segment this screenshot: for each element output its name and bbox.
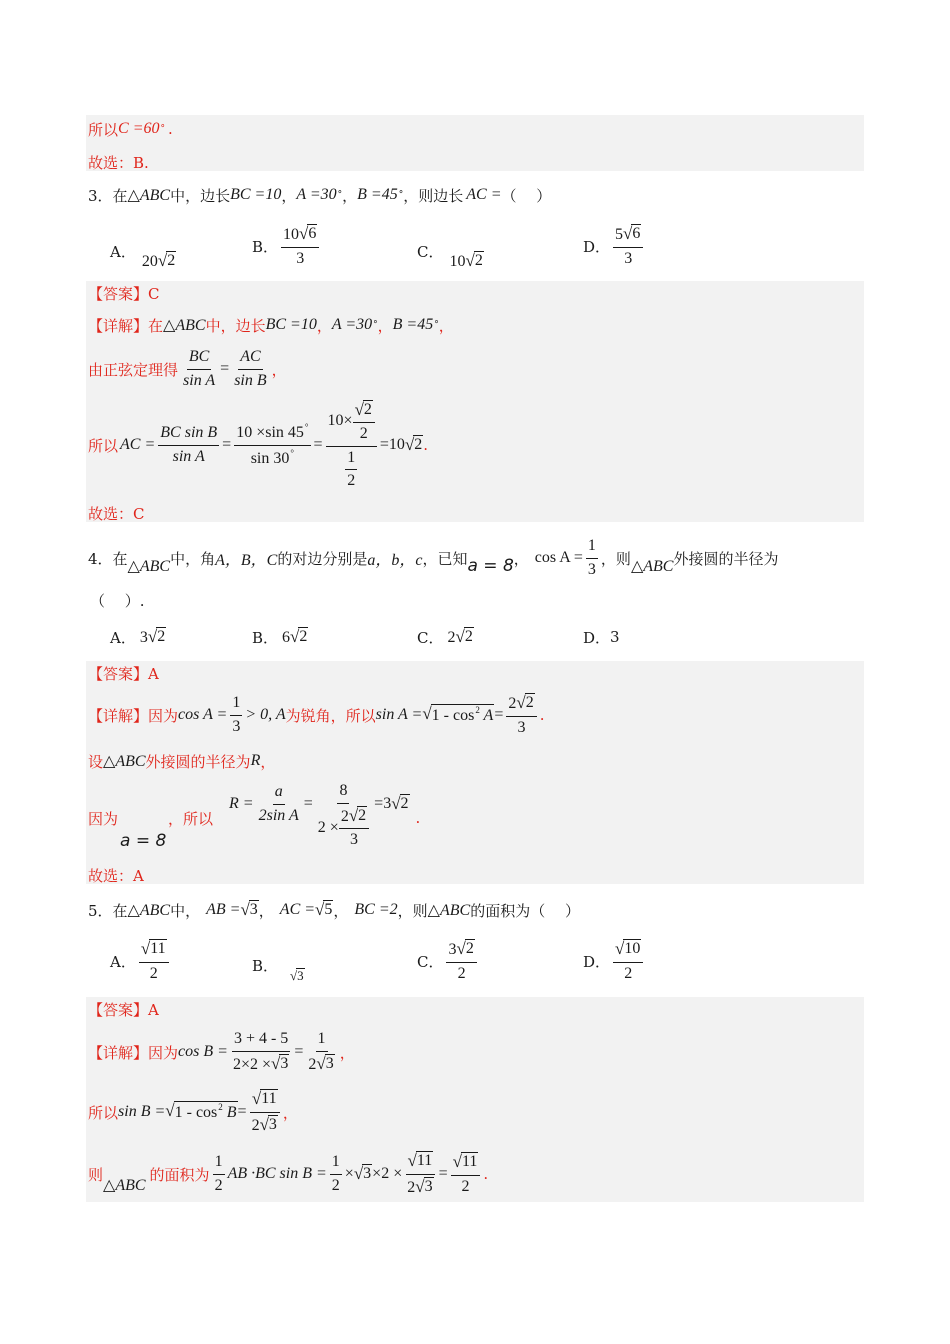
q4-vars: A，B，C xyxy=(215,551,278,569)
q4-let: 设 xyxy=(88,752,104,771)
q3-law-den2: sin B xyxy=(234,371,267,389)
q3-detail-a: A =30 xyxy=(331,316,373,333)
q4-sin-res-coef: 2 xyxy=(508,695,517,713)
q3-calc-s3-den: 2 xyxy=(359,425,368,443)
q4-triangle2: △ABC xyxy=(630,558,674,575)
q3-option-a-label: A． xyxy=(110,242,136,261)
q5-option-c-fraction: 3 √ 2 2 xyxy=(446,939,476,983)
q4-detail-cos-frac xyxy=(230,694,242,736)
q4-triangle: △ABC xyxy=(127,558,171,575)
q3-option-b-fraction: 10 √ 6 3 xyxy=(281,224,319,268)
q3-b-rad: 6 xyxy=(308,225,317,243)
q4-sin-rad: 1 - cos xyxy=(431,707,475,725)
q4-option-b-value: 6 √ 2 xyxy=(282,627,308,646)
q4-acute: 为锐角，所以 xyxy=(285,706,376,725)
q4-detail-cos-num: 1 xyxy=(230,694,242,715)
q5-option-b-label: B． xyxy=(252,956,279,975)
q5-bc: BC =2 xyxy=(354,901,398,918)
q4-radius-text: 外接圆的半径为 xyxy=(145,752,251,771)
q4-a-eq: a = 8 xyxy=(467,556,514,576)
q3-angle-b: B =45 xyxy=(357,186,398,203)
q3-calc-s3-rad: 2 xyxy=(363,400,372,418)
q3-detail-deg-a: ° xyxy=(373,320,378,330)
q4-number: 4．在 xyxy=(88,549,128,568)
q3-law-line xyxy=(88,346,287,392)
q3-option-d-fraction: 5 √ 6 3 xyxy=(613,224,643,268)
q4-option-c-label: C． xyxy=(417,628,444,647)
q5-option-c[interactable] xyxy=(417,938,480,984)
q5-soyi: 所以 xyxy=(88,1103,119,1122)
q3-choice xyxy=(88,503,144,523)
q5-detail-comma: ， xyxy=(339,1043,355,1062)
q5-f-den-coef: 2 xyxy=(407,1178,416,1196)
q3-bc: BC =10 xyxy=(230,186,282,203)
q4-b-coef: 6 xyxy=(282,629,291,646)
q4-sides: a，b，c xyxy=(367,551,423,569)
q3-choice-text: 故选：C xyxy=(88,504,145,523)
q3-detail-tri: △ABC xyxy=(163,317,206,334)
q4-r-frac2: 8 2 × 2 √ 2 3 xyxy=(316,782,371,849)
q4-gt: > 0, A xyxy=(245,706,286,723)
q4-r: R xyxy=(250,752,261,769)
q5-detail-comma2: ， xyxy=(282,1103,298,1122)
q4-option-c[interactable] xyxy=(417,624,474,650)
q5-tail: 的面积为 xyxy=(470,901,531,920)
q5-half-num: 1 xyxy=(213,1153,225,1174)
q3-option-d[interactable] xyxy=(583,224,646,268)
q3-detail-comma: ， xyxy=(316,316,332,335)
q5-area-mid: AB ·BC sin B = xyxy=(227,1165,327,1182)
q5-cos-result: 1 2 √ 3 xyxy=(308,1030,334,1073)
q3-law-num2: AC xyxy=(238,348,262,369)
q3-deg-a: ° xyxy=(337,190,343,200)
q3-law-text: 由正弦定理得 xyxy=(88,360,179,379)
q3-comma2: ， xyxy=(342,186,358,205)
q4-choice xyxy=(88,865,144,885)
q3-law-frac2 xyxy=(232,348,268,390)
q4-detail-line1 xyxy=(88,692,544,738)
prev-period: . xyxy=(167,120,173,138)
q4-a-coef: 3 xyxy=(139,629,148,646)
q3-d-rad: 6 xyxy=(632,225,641,243)
q3-option-b[interactable] xyxy=(252,224,322,268)
q4-r-result: =3 xyxy=(374,795,392,812)
q4-known: ，已知 xyxy=(422,549,468,568)
q5-ab: AB = xyxy=(206,901,241,918)
q3-a-coef: 20 xyxy=(141,253,158,270)
q5-f-den-rad: 3 xyxy=(424,1177,433,1195)
q3-ac: AC = xyxy=(466,186,502,203)
q4-then: ，则 xyxy=(600,549,631,568)
q3-calc-result-rad: 2 xyxy=(414,436,423,454)
q5-a-rad: 11 xyxy=(150,940,166,958)
q5-answer-text: 【答案】A xyxy=(88,1000,159,1019)
q5-stem xyxy=(88,898,580,922)
q5-res-den-rad: 3 xyxy=(325,1054,334,1072)
q4-option-a-value: 3 √ 2 xyxy=(139,627,166,646)
q3-calc-s3-dn: 1 xyxy=(345,449,357,470)
q4-paren-line xyxy=(90,590,145,610)
q5-ze: 则 xyxy=(88,1165,104,1184)
q5-res-num: 1 xyxy=(316,1030,328,1051)
q5-option-a[interactable] xyxy=(110,938,172,984)
q3-option-c[interactable] xyxy=(417,236,484,270)
q5-option-d-fraction: √ 10 2 xyxy=(613,939,643,983)
q4-detail-cos-den: 3 xyxy=(232,717,241,735)
q5-sin-rad: 1 - cos xyxy=(174,1104,218,1122)
q3-stem xyxy=(88,183,551,207)
q4-a8-line xyxy=(120,830,166,852)
q4-text2: 的对边分别是 xyxy=(277,549,368,568)
q4-r-den: 2sin A xyxy=(258,806,299,824)
q4-answer xyxy=(88,663,159,683)
q4-r-result-rad: 2 xyxy=(400,795,409,813)
q5-sin-sqrt: √ $1 - \cos^2 B$ xyxy=(165,1101,237,1122)
q4-detail-comma: ， xyxy=(260,752,276,771)
q5-final-den: 2 xyxy=(461,1177,470,1195)
q4-cos-num: 1 xyxy=(586,537,598,558)
q4-sin-res-rad: 2 xyxy=(525,694,534,712)
q3-tail: ，则边长 xyxy=(403,186,464,205)
q3-number: 3．在 xyxy=(88,186,128,205)
q3-c-coef: 10 xyxy=(449,253,466,270)
q3-detail-comma3: ， xyxy=(438,316,454,335)
q5-times2: ×2 × xyxy=(372,1165,403,1182)
q5-option-b-value: √ 3 xyxy=(290,968,304,984)
equals: = xyxy=(222,436,232,453)
q5-d-den: 2 xyxy=(624,964,633,982)
q4-option-d[interactable] xyxy=(583,624,620,650)
q3-law-den1: sin A xyxy=(183,371,216,389)
q3-result-sqrt: √ 2 xyxy=(404,435,423,455)
q5-option-b[interactable] xyxy=(252,948,305,982)
q4-a-rad: 2 xyxy=(157,628,166,645)
q5-then: ，则 xyxy=(397,901,428,920)
q5-comma2: ， xyxy=(333,901,349,920)
q3-option-d-label: D． xyxy=(583,237,611,256)
q3-b-den: 3 xyxy=(296,249,305,267)
q5-paren: （ ） xyxy=(530,901,580,920)
q4-choice-text: 故选：A xyxy=(88,866,144,885)
q4-option-c-value: 2 √ 2 xyxy=(447,627,473,646)
q5-ab-rad: 3 xyxy=(249,901,258,919)
q4-sin-res-den: 3 xyxy=(517,718,526,736)
q4-sin-sq: 2 xyxy=(475,705,480,716)
prev-conclusion-line xyxy=(88,118,173,140)
q3-detail-head: 【详解】 xyxy=(88,316,149,335)
q3-c-rad: 2 xyxy=(474,252,483,269)
q3-detail-in: 在 xyxy=(148,316,164,335)
prev-solution-box xyxy=(86,115,864,171)
q5-option-c-label: C． xyxy=(417,952,444,971)
q5-ab-sqrt: √ 3 xyxy=(240,900,258,920)
q4-stem xyxy=(88,536,778,580)
q3-angle-a: A =30 xyxy=(296,186,337,203)
equals: = xyxy=(494,706,504,723)
q5-final-rad: 11 xyxy=(461,1153,478,1171)
q4-option-b[interactable] xyxy=(252,624,308,650)
q5-answer xyxy=(88,999,159,1019)
q5-sin-res-den-rad: 3 xyxy=(268,1115,277,1133)
q5-ac-rad: 5 xyxy=(324,901,333,919)
q5-b-rad: 3 xyxy=(297,968,304,984)
q5-half2-num: 1 xyxy=(330,1153,342,1174)
q3-text: 中，边长 xyxy=(170,186,231,205)
q4-because: 因为 xyxy=(148,706,179,725)
q5-option-a-label: A． xyxy=(110,952,136,971)
q4-comma: ， xyxy=(513,549,529,568)
prev-choice-line xyxy=(88,152,149,172)
q5-option-a-fraction: √ 11 2 xyxy=(139,939,169,983)
equals: = xyxy=(313,436,323,453)
q3-calc-soyi: 所以 xyxy=(88,436,119,455)
q5-detail-line3 xyxy=(88,1150,488,1198)
q5-d-rad: 10 xyxy=(624,940,641,958)
q5-triangle2: △ABC xyxy=(427,902,471,919)
q5-sin-sq: 2 xyxy=(218,1102,223,1113)
q3-calc-line xyxy=(88,400,428,490)
q4-detail-head: 【详解】 xyxy=(88,706,149,725)
q3-option-a-value xyxy=(142,251,176,271)
q4-r-frac1 xyxy=(257,783,301,825)
equals: = xyxy=(237,1103,247,1120)
q5-res-den-coef: 2 xyxy=(308,1055,317,1073)
q3-comma: ， xyxy=(281,186,297,205)
q3-calc-s2-den: sin 30 xyxy=(250,449,290,467)
prev-choice: 故选：B. xyxy=(88,153,149,172)
q3-a-rad: 2 xyxy=(167,252,176,269)
q3-d-den: 3 xyxy=(624,249,633,267)
q5-cos-frac: 3 + 4 - 5 2×2 × √ 3 xyxy=(232,1030,289,1073)
q4-text: 中，角 xyxy=(170,549,216,568)
q5-cos-den-a: 2×2 × xyxy=(232,1055,271,1073)
q4-r2-den-den: 3 xyxy=(350,831,358,849)
equals: = xyxy=(294,1043,304,1060)
period: . xyxy=(415,809,421,827)
q3-option-b-label: B． xyxy=(252,237,279,256)
prev-text: 所以 xyxy=(88,120,119,139)
q4-b-rad: 2 xyxy=(299,628,308,645)
q3-answer-text: 【答案】C xyxy=(88,284,160,303)
q5-comma: ， xyxy=(258,901,274,920)
q3-option-c-label: C． xyxy=(417,242,444,261)
q5-number: 5．在 xyxy=(88,901,128,920)
q3-calc-frac2 xyxy=(234,422,310,468)
q3-detail-line1 xyxy=(88,314,454,336)
q5-half-den: 2 xyxy=(214,1176,223,1194)
q3-calc-s1-num: BC sin B xyxy=(158,424,219,445)
q3-calc-ac: AC = xyxy=(120,436,156,453)
q3-answer xyxy=(88,283,159,303)
period: . xyxy=(423,436,429,454)
q3-b-coef: 10 xyxy=(283,226,300,244)
q5-sin-res-rad: 11 xyxy=(261,1090,277,1108)
q5-option-d[interactable] xyxy=(583,938,646,984)
q5-detail-tri: △ABC xyxy=(103,1177,146,1194)
q5-half xyxy=(213,1153,225,1195)
q5-c-coef: 3 xyxy=(448,941,457,959)
q5-f-rad: 11 xyxy=(416,1152,433,1170)
q4-tail: 外接圆的半径为 xyxy=(673,549,779,568)
q4-r-num: a xyxy=(273,783,285,804)
q5-sin: sin B = xyxy=(118,1103,166,1120)
q5-option-d-label: D． xyxy=(583,952,611,971)
q5-c-rad: 2 xyxy=(465,940,474,958)
q4-r2-num: 8 xyxy=(337,782,349,803)
q4-sin-rad-end: A xyxy=(479,707,494,725)
q5-text: 中， xyxy=(170,901,201,920)
period: . xyxy=(539,706,545,724)
q5-a-den: 2 xyxy=(149,964,158,982)
q5-end: . xyxy=(483,1165,489,1183)
q4-because2: 因为 xyxy=(88,809,119,828)
q4-soyi: ，所以 xyxy=(168,809,214,828)
q4-c-coef: 2 xyxy=(447,629,456,646)
q4-a8: a = 8 xyxy=(120,831,167,851)
q5-t-sqrt: √ 3 xyxy=(353,1164,372,1184)
q4-option-b-label: B． xyxy=(252,628,279,647)
q3-detail-mid: 中，边长 xyxy=(205,316,266,335)
q3-d-coef: 5 xyxy=(615,226,624,244)
q3-triangle: △ABC xyxy=(127,187,171,204)
q5-t-rad1: 3 xyxy=(363,1165,372,1183)
equals: = xyxy=(438,1165,448,1182)
q4-r-result-sqrt: √ 2 xyxy=(391,794,409,814)
q3-calc-result: =10 xyxy=(379,436,405,453)
q5-detail-line1 xyxy=(88,1028,355,1076)
q5-half2 xyxy=(330,1153,342,1195)
q4-r2-den-a: 2 × xyxy=(317,818,339,836)
q3-calc-s3-a: 10× xyxy=(327,412,353,430)
q5-ac-sqrt: √ 5 xyxy=(315,900,333,920)
equals: = xyxy=(303,795,313,812)
prev-deg: ° xyxy=(160,124,165,134)
q3-calc-frac1 xyxy=(158,424,219,466)
q4-option-d-label: D． xyxy=(583,628,611,647)
q4-detail-tri: △ABC xyxy=(103,753,146,770)
q3-law-comma: ， xyxy=(271,360,287,379)
q5-sin-result: √ 11 2 √ 3 xyxy=(250,1089,280,1135)
q4-detail-cos: cos A = xyxy=(178,706,228,723)
q3-detail-b: B =45 xyxy=(392,316,434,333)
q4-r-eq: R = xyxy=(229,795,254,812)
q4-sin-result: 2 √ 2 3 xyxy=(506,693,536,737)
prev-c-eq: C =60 xyxy=(118,120,160,137)
q4-cos: cos A = xyxy=(534,549,583,566)
q5-sin-res-den-coef: 2 xyxy=(251,1116,260,1134)
q5-final: √ 11 2 xyxy=(451,1152,481,1196)
q5-times1: × xyxy=(344,1165,354,1182)
q4-r2-den-rad: 2 xyxy=(358,806,367,824)
q3-calc-s3-dd: 2 xyxy=(347,471,356,489)
q3-detail-deg-b: ° xyxy=(434,320,439,330)
q3-calc-s1-den: sin A xyxy=(172,447,205,465)
q3-paren: （ ） xyxy=(501,186,552,205)
q3-detail-comma2: ， xyxy=(377,316,393,335)
q3-calc-deg2: ° xyxy=(290,447,294,458)
q4-option-a-label: A． xyxy=(110,628,136,647)
q5-cos-num: 3 + 4 - 5 xyxy=(232,1030,290,1051)
q5-detail-line2 xyxy=(88,1088,298,1136)
q5-cos-den-rad: 3 xyxy=(280,1054,289,1072)
q4-cos-den: 3 xyxy=(587,560,596,578)
q3-calc-deg1: ° xyxy=(304,422,309,433)
q3-calc-frac3: 10× √ 2 2 $\frac{1}{2}$ xyxy=(326,400,377,491)
q5-cos: cos B = xyxy=(178,1043,228,1060)
q4-cos-expr xyxy=(535,537,601,579)
q4-option-a[interactable] xyxy=(110,624,166,650)
q5-because: 因为 xyxy=(148,1043,179,1062)
q3-calc-s2-num: 10 ×sin 45 xyxy=(236,424,304,442)
sqrt-symbol: √ 2 xyxy=(157,251,176,270)
q3-option-a[interactable] xyxy=(110,236,176,270)
q5-triangle: △ABC xyxy=(127,902,171,919)
q5-area-text: 的面积为 xyxy=(149,1165,210,1184)
q4-r2-den-coef: 2 xyxy=(340,807,349,825)
q4-sin-sqrt: √ $1 - \cos^2 A$ xyxy=(422,704,494,725)
q4-detail-line2 xyxy=(88,750,275,772)
q3-deg-b: ° xyxy=(398,190,404,200)
equals: = xyxy=(220,360,230,377)
q4-d-value: 3 xyxy=(610,628,620,646)
q5-ac: AC = xyxy=(279,901,316,918)
q5-c-den: 2 xyxy=(457,964,466,982)
q4-sin: sin A = xyxy=(375,706,423,723)
q5-half2-den: 2 xyxy=(331,1176,340,1194)
q5-detail-head: 【详解】 xyxy=(88,1043,149,1062)
q3-option-c-value: 10 √ 2 xyxy=(449,251,483,270)
q5-f-frac: √ 11 2 √ 3 xyxy=(405,1151,435,1197)
q3-law-frac1 xyxy=(181,348,217,390)
q4-paren: （ ）. xyxy=(90,591,145,610)
q4-answer-text: 【答案】A xyxy=(88,664,159,683)
q4-c-rad: 2 xyxy=(464,628,473,645)
q5-sin-rad-end: B xyxy=(222,1104,237,1122)
q3-law-num1: BC xyxy=(187,348,211,369)
q3-detail-bc: BC =10 xyxy=(265,316,317,333)
